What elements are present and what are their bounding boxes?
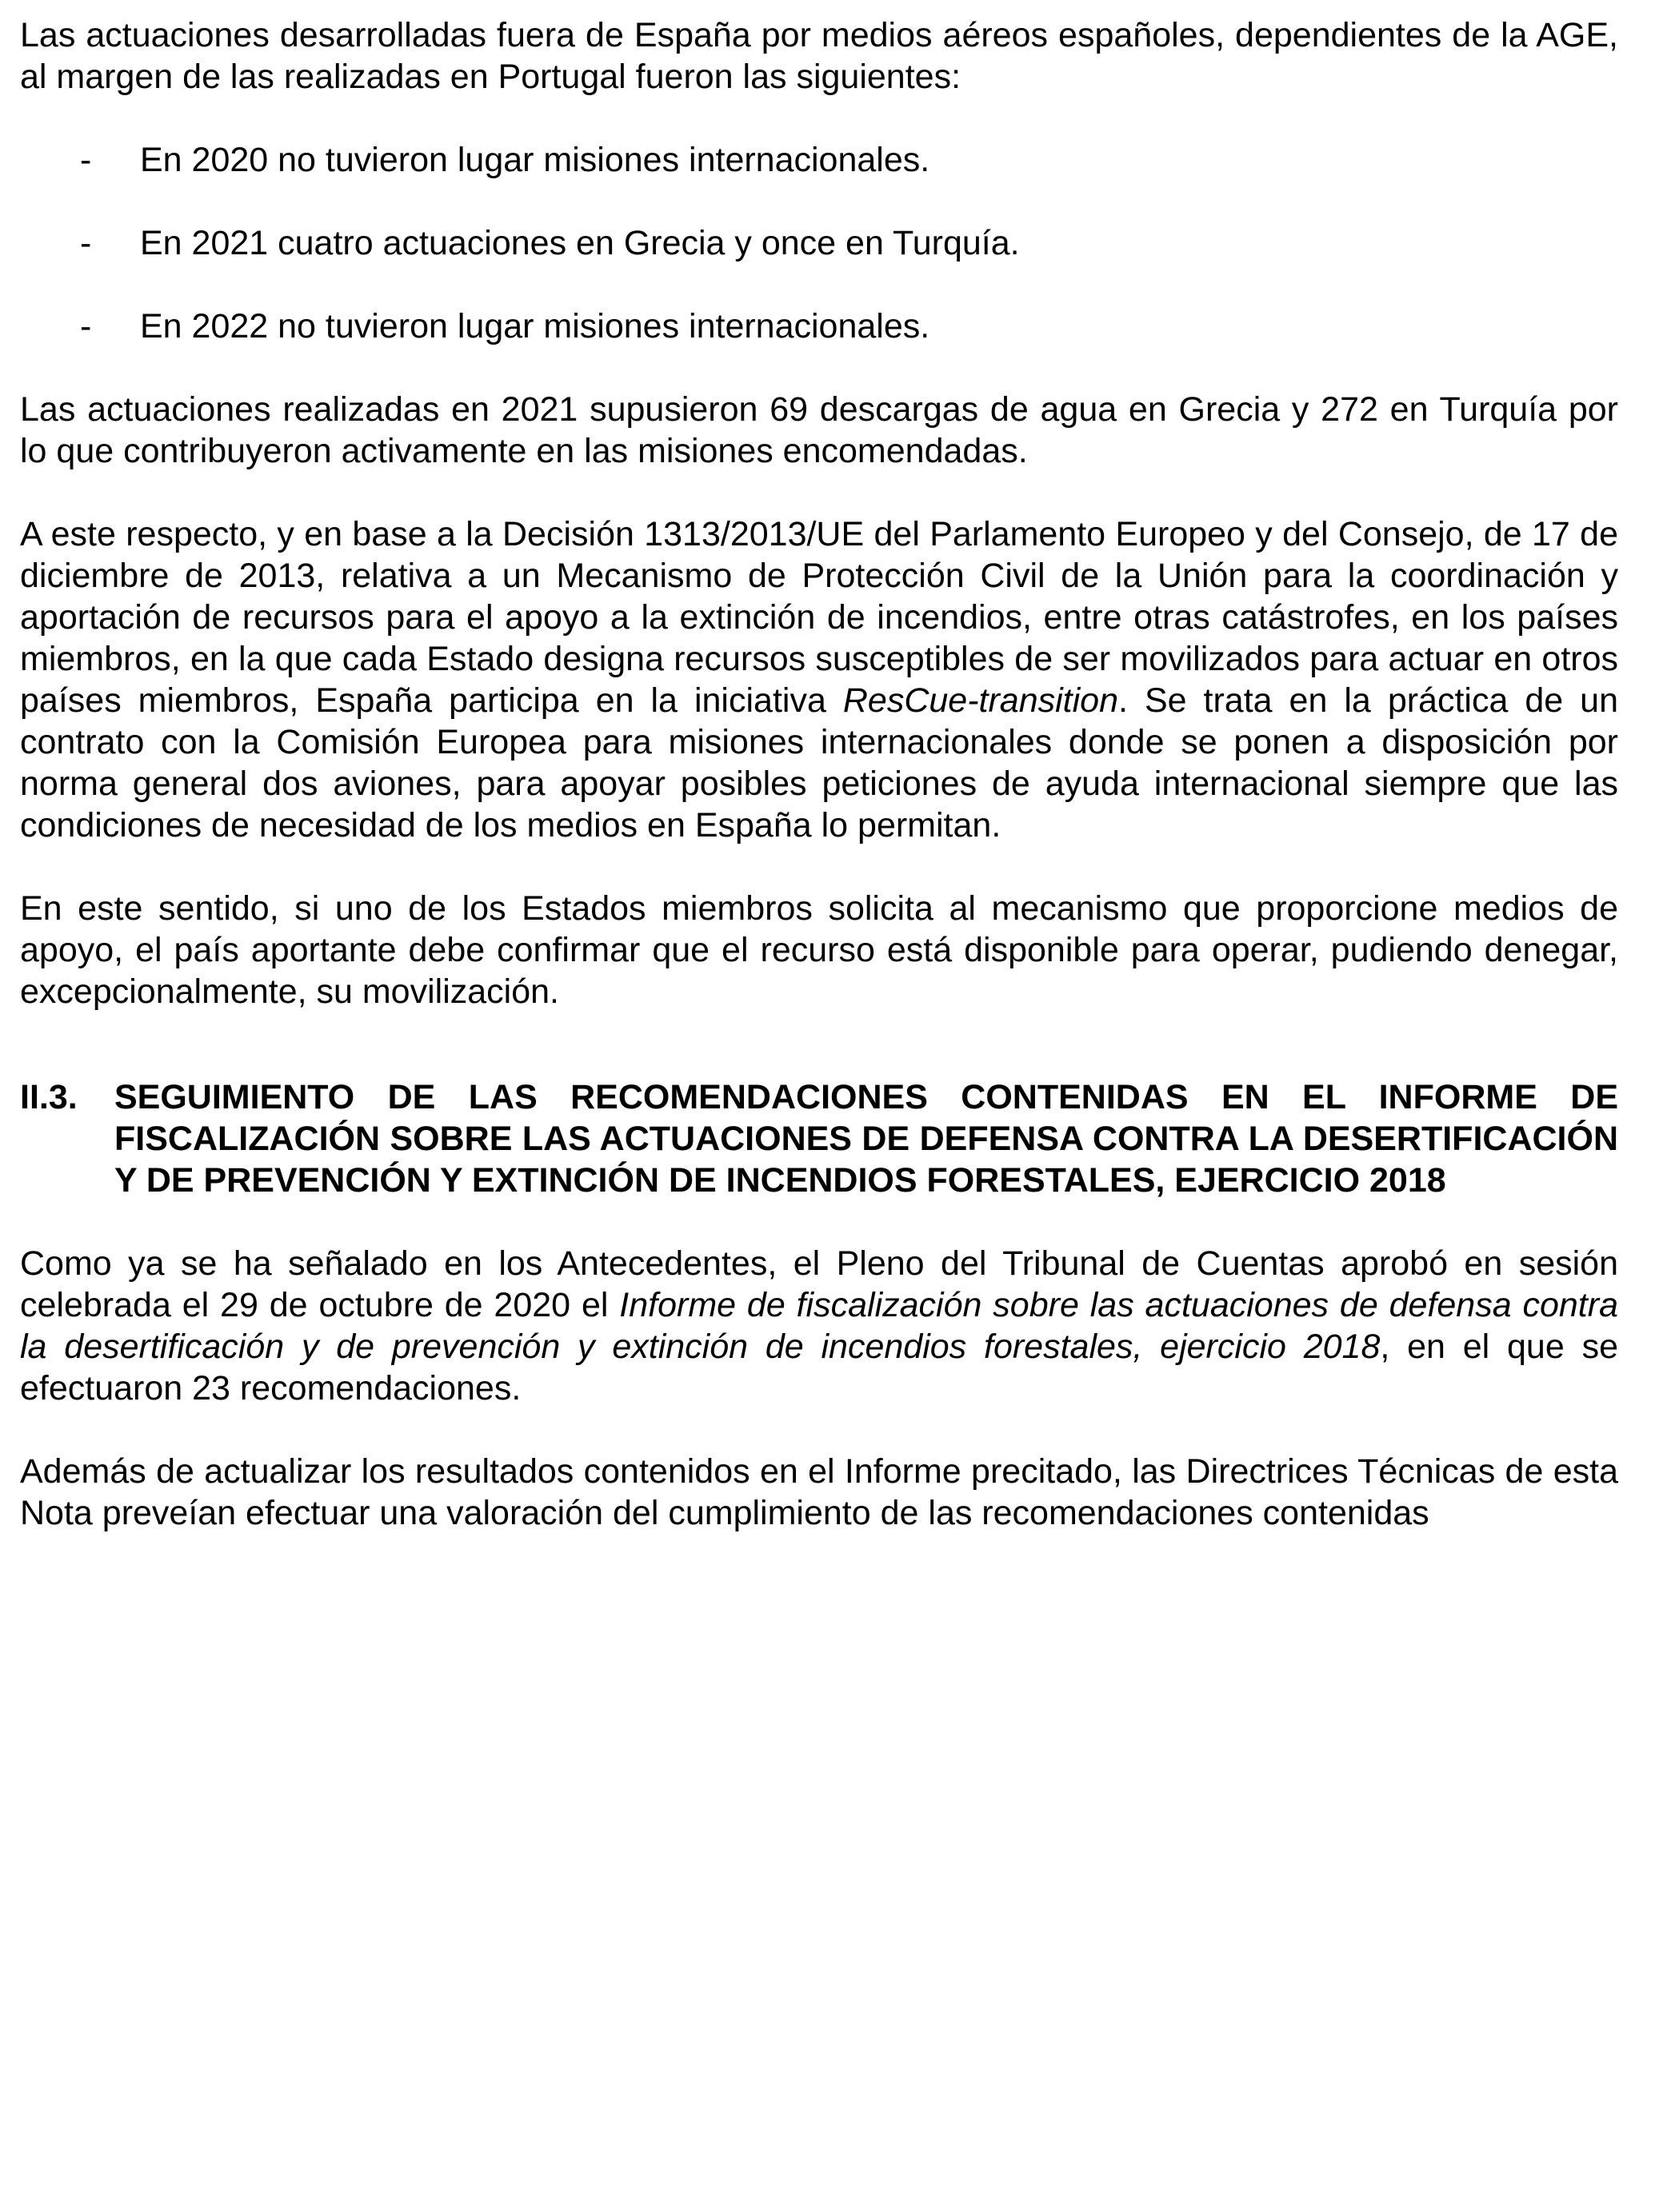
paragraph-rescue-part-b: . Se trata en la práctica de un contrato con la Comisión Europea para misiones internacionales donde se ponen a disposición por norma general dos aviones, para apoyar posibles peticiones de ayuda internacional siempre que las condiciones de necesidad de los medios en España lo permitan. — [20, 681, 1619, 844]
list-dash: - — [80, 224, 92, 262]
paragraph-directrices: Además de actualizar los resultados contenidos en el Informe precitado, las Directrices Técnicas de esta Nota preveían efectuar una valoración del cumplimiento de las recomendaciones contenidas — [20, 1452, 1618, 1532]
paragraph-pleno — [20, 1243, 1618, 1409]
section-title: SEGUIMIENTO DE LAS RECOMENDACIONES CONTENIDAS EN EL INFORME DE FISCALIZACIÓN SOBRE LAS ACTUACIONES DE DEFENSA CONTRA LA DESERTIFICACIÓN Y DE PREVENCIÓN Y EXTINCIÓN DE INCENDIOS FORESTALES, EJERCICIO 2018 — [114, 1078, 1618, 1200]
list-dash: - — [80, 307, 92, 345]
missions-list — [20, 139, 1618, 347]
list-item-text: En 2021 cuatro actuaciones en Grecia y once en Turquía. — [140, 224, 1020, 262]
paragraph-discharges: Las actuaciones realizadas en 2021 supusieron 69 descargas de agua en Grecia y 272 en Turquía por lo que contribuyeron activamente en las misiones encomendadas. — [20, 390, 1618, 470]
paragraph-rescue — [20, 513, 1618, 846]
list-dash: - — [80, 141, 92, 179]
list-item-text: En 2022 no tuvieron lugar misiones internacionales. — [140, 307, 930, 345]
list-item — [20, 305, 1618, 347]
paragraph-pleno-part-b: , en el que se efectuaron 23 recomendaciones. — [20, 1328, 1618, 1407]
document-page — [20, 14, 1618, 1575]
paragraph-pleno-part-a: Como ya se ha señalado en los Antecedentes, el Pleno del Tribunal de Cuentas aprobó en sesión celebrada el 29 de octubre de 2020 el — [20, 1244, 1618, 1324]
list-item — [20, 139, 1618, 181]
section-heading — [20, 1054, 1618, 1201]
paragraph-intro: Las actuaciones desarrolladas fuera de España por medios aéreos españoles, dependientes de la AGE, al margen de las realizadas en Portugal fueron las siguientes: — [20, 16, 1618, 96]
rescue-transition-term: ResCue-transition — [842, 681, 1119, 720]
list-item-text: En 2020 no tuvieron lugar misiones internacionales. — [140, 141, 930, 179]
report-title: Informe de fiscalización sobre las actuaciones de defensa contra la desertificación y de prevención y extinción de incendios forestales, ejercicio 2018 — [20, 1286, 1618, 1366]
section-number: II.3. — [20, 1078, 78, 1116]
list-item — [20, 222, 1618, 264]
paragraph-mechanism: En este sentido, si uno de los Estados miembros solicita al mecanismo que proporcione medios de apoyo, el país aportante debe confirmar que el recurso está disponible para operar, pudiendo denegar, excepcionalmente, su movilización. — [20, 889, 1618, 1011]
paragraph-rescue-part-a: A este respecto, y en base a la Decisión 1313/2013/UE del Parlamento Europeo y del Consejo, de 17 de diciembre de 2013, relativa a un Mecanismo de Protección Civil de la Unión para la coordinación y aportación de recursos para el apoyo a la extinción de incendios, entre otras catástrofes, en los países miembros, en la que cada Estado designa recursos susceptibles de ser movilizados para actuar en otros países miembros, España participa en la iniciativa — [20, 515, 1618, 720]
